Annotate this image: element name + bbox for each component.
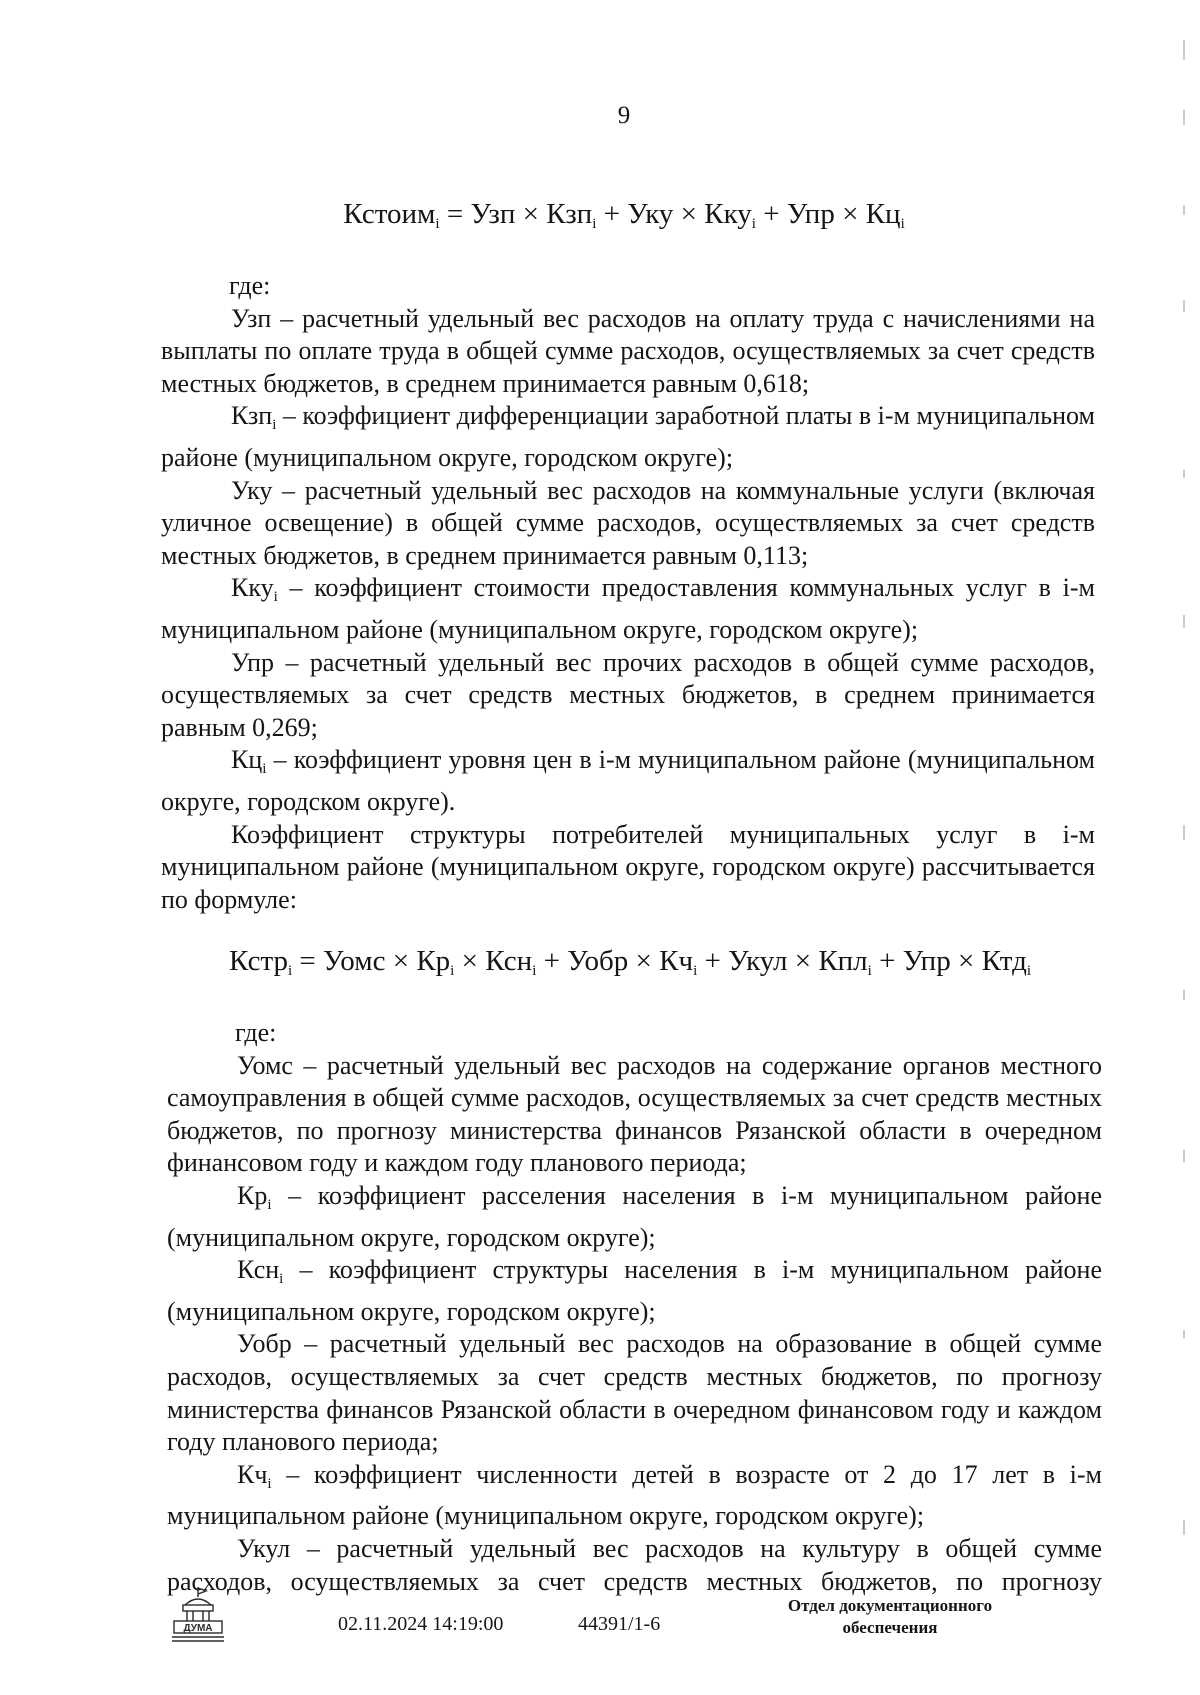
formula-structure-coefficient: Кстр$_i$ = Уомс × $Кр_i \times Ксн_i$ + Уобр × $Кч_i$ + Укул × Кпл$_i$ + Упр × Ктд$_i$: [228, 945, 1032, 979]
where-label: где:: [235, 1018, 277, 1047]
definitions-block-1: [161, 270, 1095, 916]
page-number: 9: [617, 102, 631, 129]
definition-ksn: Ксн$_i$ – коэффициент структуры населения в i-м муниципальном районе (муниципальном округе, городском округе);: [167, 1255, 1102, 1326]
definition-uoms: Уомс – расчетный удельный вес расходов на содержание органов местного самоуправления в общей сумме расходов, осуществляемых за счет средств местных бюджетов, по прогнозу министерства финансов Рязанской области в очередном финансовом году и каждом году планового периода;: [167, 1050, 1102, 1178]
footer-doc-number: 44391/1-6: [578, 1613, 661, 1635]
definition-ukul: Укул – расчетный удельный вес расходов на культуру в общей сумме расходов, осуществляемых за счет средств местных бюджетов, по прогнозу: [167, 1533, 1102, 1596]
footer-date: 02.11.2024 14:19:00: [338, 1613, 504, 1635]
scan-edge-artifact: [1180, 0, 1188, 1695]
footer-department: Отдел документационного обеспечения: [787, 1596, 993, 1637]
definition-kc: $Кц_i$ – коэффициент уровня цен в i-м муниципальном районе (муниципальном округе, городском округе).: [161, 745, 1095, 816]
definition-upr: Упр – расчетный удельный вес прочих расходов в общей сумме расходов, осуществляемых за счет средств местных бюджетов, в среднем принимается равным 0,269;: [161, 647, 1095, 742]
where-label: где:: [229, 271, 271, 300]
formula-cost-coefficient: Кстоим$_i$ = Узп × Кзп$_i$ + Уку × Кку$_i$ + Упр × $Кц_i$: [343, 198, 905, 232]
definition-kku: Кку$_i$ – коэффициент стоимости предоставления коммунальных услуг в i-м муниципальном районе (муниципальном округе, городском округе);: [161, 573, 1095, 644]
duma-logo: [170, 1585, 226, 1645]
definitions-block-2: [167, 1017, 1102, 1598]
definition-kr: $Кр_i$ – коэффициент расселения населения в i-м муниципальном районе (муниципальном округе, городском округе);: [167, 1180, 1102, 1252]
definition-kzp: Кзп$_i$ – коэффициент дифференциации заработной платы в i-м муниципальном районе (муниципальном округе, городском округе);: [161, 401, 1096, 472]
definition-kch: $Кч_i$ – коэффициент численности детей в возрасте от 2 до 17 лет в i-м муниципальном районе (муниципальном округе, городском округе);: [167, 1459, 1102, 1531]
definition-uku: Уку – расчетный удельный вес расходов на коммунальные услуги (включая уличное освещение) в общей сумме расходов, осуществляемых за счет средств местных бюджетов, в среднем принимается равным 0,113;: [161, 475, 1095, 570]
formula-intro: Коэффициент структуры потребителей муниципальных услуг в i-м муниципальном районе (муниципальном округе, городском округе) рассчитывается по формуле:: [161, 819, 1095, 914]
definition-uobr: Уобр – расчетный удельный вес расходов на образование в общей сумме расходов, осуществляемых за счет средств местных бюджетов, по прогнозу министерства финансов Рязанской области в очередном финансовом году и каждом году планового периода;: [167, 1329, 1102, 1457]
definition-uzp: Узп – расчетный удельный вес расходов на оплату труда с начислениями на выплаты по оплате труда в общей сумме расходов, осуществляемых за счет средств местных бюджетов, в среднем принимается равным 0,618;: [161, 303, 1095, 398]
svg-text:ДУМА: ДУМА: [183, 1623, 213, 1634]
